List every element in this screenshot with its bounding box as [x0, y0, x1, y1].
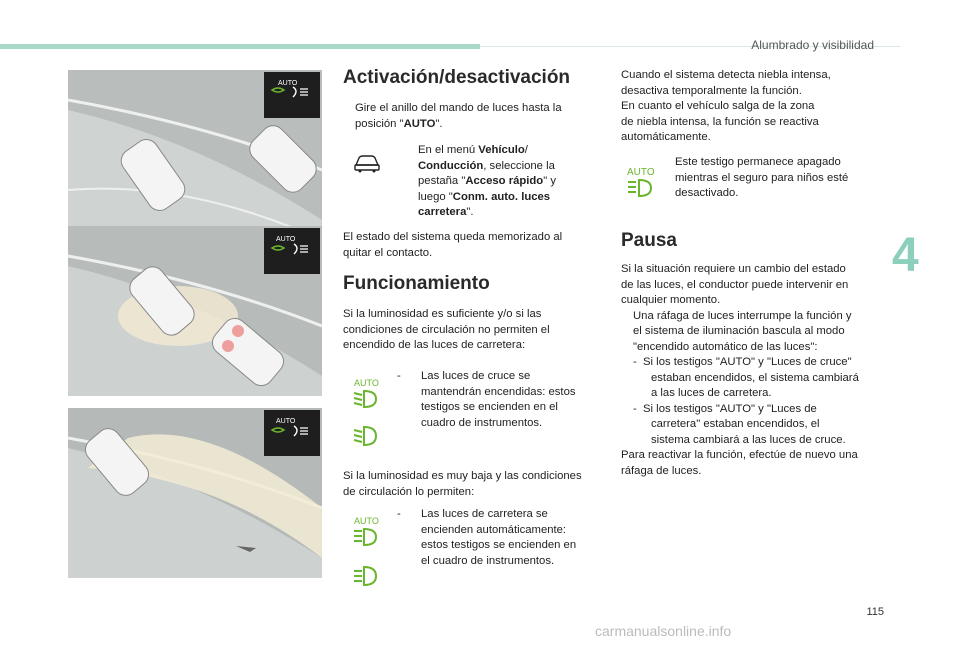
paragraph-sufficient-light: Si la luminosidad es suficiente y/o si las condiciones de circulación no permiten el encendido de las luces de carretera: — [343, 308, 550, 351]
paragraph-memorized: El estado del sistema queda memorizado al quitar el contacto. — [343, 231, 563, 259]
paragraph-low-light: Si la luminosidad es muy baja y las condiciones de circulación lo permiten: — [343, 470, 582, 498]
header-accent-bar — [0, 44, 480, 49]
illustration-high-beam — [68, 408, 322, 578]
paragraph-child-lock: Este testigo permanece apagado mientras el seguro para niños esté desactivado. — [675, 156, 849, 199]
paragraph-turn-ring: Gire el anillo del mando de luces hasta la posición "AUTO". — [355, 102, 562, 130]
road-scene-2 — [68, 226, 322, 396]
svg-text:AUTO: AUTO — [354, 516, 379, 526]
paragraph-low-beam-on: - Las luces de cruce se mantendrán encendidas: estos testigos se encienden en el cuadro de instrumentos. — [397, 370, 576, 429]
road-scene-1 — [68, 70, 322, 240]
watermark-text: carmanualsonline.info — [595, 623, 732, 639]
heading-activation: Activación/desactivación — [343, 67, 571, 88]
paragraph-high-beam-on: - Las luces de carretera se encienden automáticamente: estos testigos se encienden en el cuadro de instrumentos. — [397, 508, 577, 567]
svg-text:AUTO: AUTO — [627, 167, 655, 178]
svg-text:AUTO: AUTO — [354, 378, 379, 388]
illustration-auto-activation — [68, 70, 322, 240]
road-scene-3 — [68, 408, 322, 578]
chapter-number: 4 — [892, 229, 919, 282]
lowbeam-indicator-icon — [352, 424, 386, 453]
paragraph-pause-desc: Si la situación requiere un cambio del estado de las luces, el conductor puede intervenir en cualquier momento. Una ráfaga de luces interrumpe la función y el sistema de iluminación bascula al modo "encendido automático de las luces": - Si los testigos "AUTO" y "Luces de cruce" estaban encendidos, el sistema cambiará a las luces de carretera. - Si los testigos "AUTO" y "Luces de carretera" estaban encendidos, el sistema cambiará a las luces de cruce. Para reactivar la función, efectúe de nuevo una ráfaga de luces. — [621, 263, 859, 477]
heading-operation: Funcionamiento — [343, 273, 490, 294]
img-auto-label: AUTO — [278, 80, 298, 87]
car-settings-icon — [353, 153, 381, 178]
illustration-low-beam — [68, 226, 322, 396]
auto-highbeam-indicator-icon — [352, 515, 386, 554]
highbeam-indicator-icon — [352, 564, 386, 593]
img-auto-label: AUTO — [276, 418, 296, 425]
auto-lowbeam-indicator-icon — [352, 377, 386, 416]
page-number: 115 — [866, 606, 884, 618]
paragraph-fog: Cuando el sistema detecta niebla intensa, desactiva temporalmente la función. En cuanto el vehículo salga de la zona de niebla intensa, la función se reactiva automáticamente. — [621, 69, 831, 143]
paragraph-menu-setting: En el menú Vehículo/ Conducción, seleccione la pestaña "Acceso rápido" y luego "Conm. auto. luces carretera". — [418, 144, 557, 218]
auto-indicator-icon — [625, 165, 661, 204]
img-auto-label: AUTO — [276, 236, 296, 243]
section-title: Alumbrado y visibilidad — [751, 38, 874, 52]
heading-pause: Pausa — [621, 230, 677, 251]
